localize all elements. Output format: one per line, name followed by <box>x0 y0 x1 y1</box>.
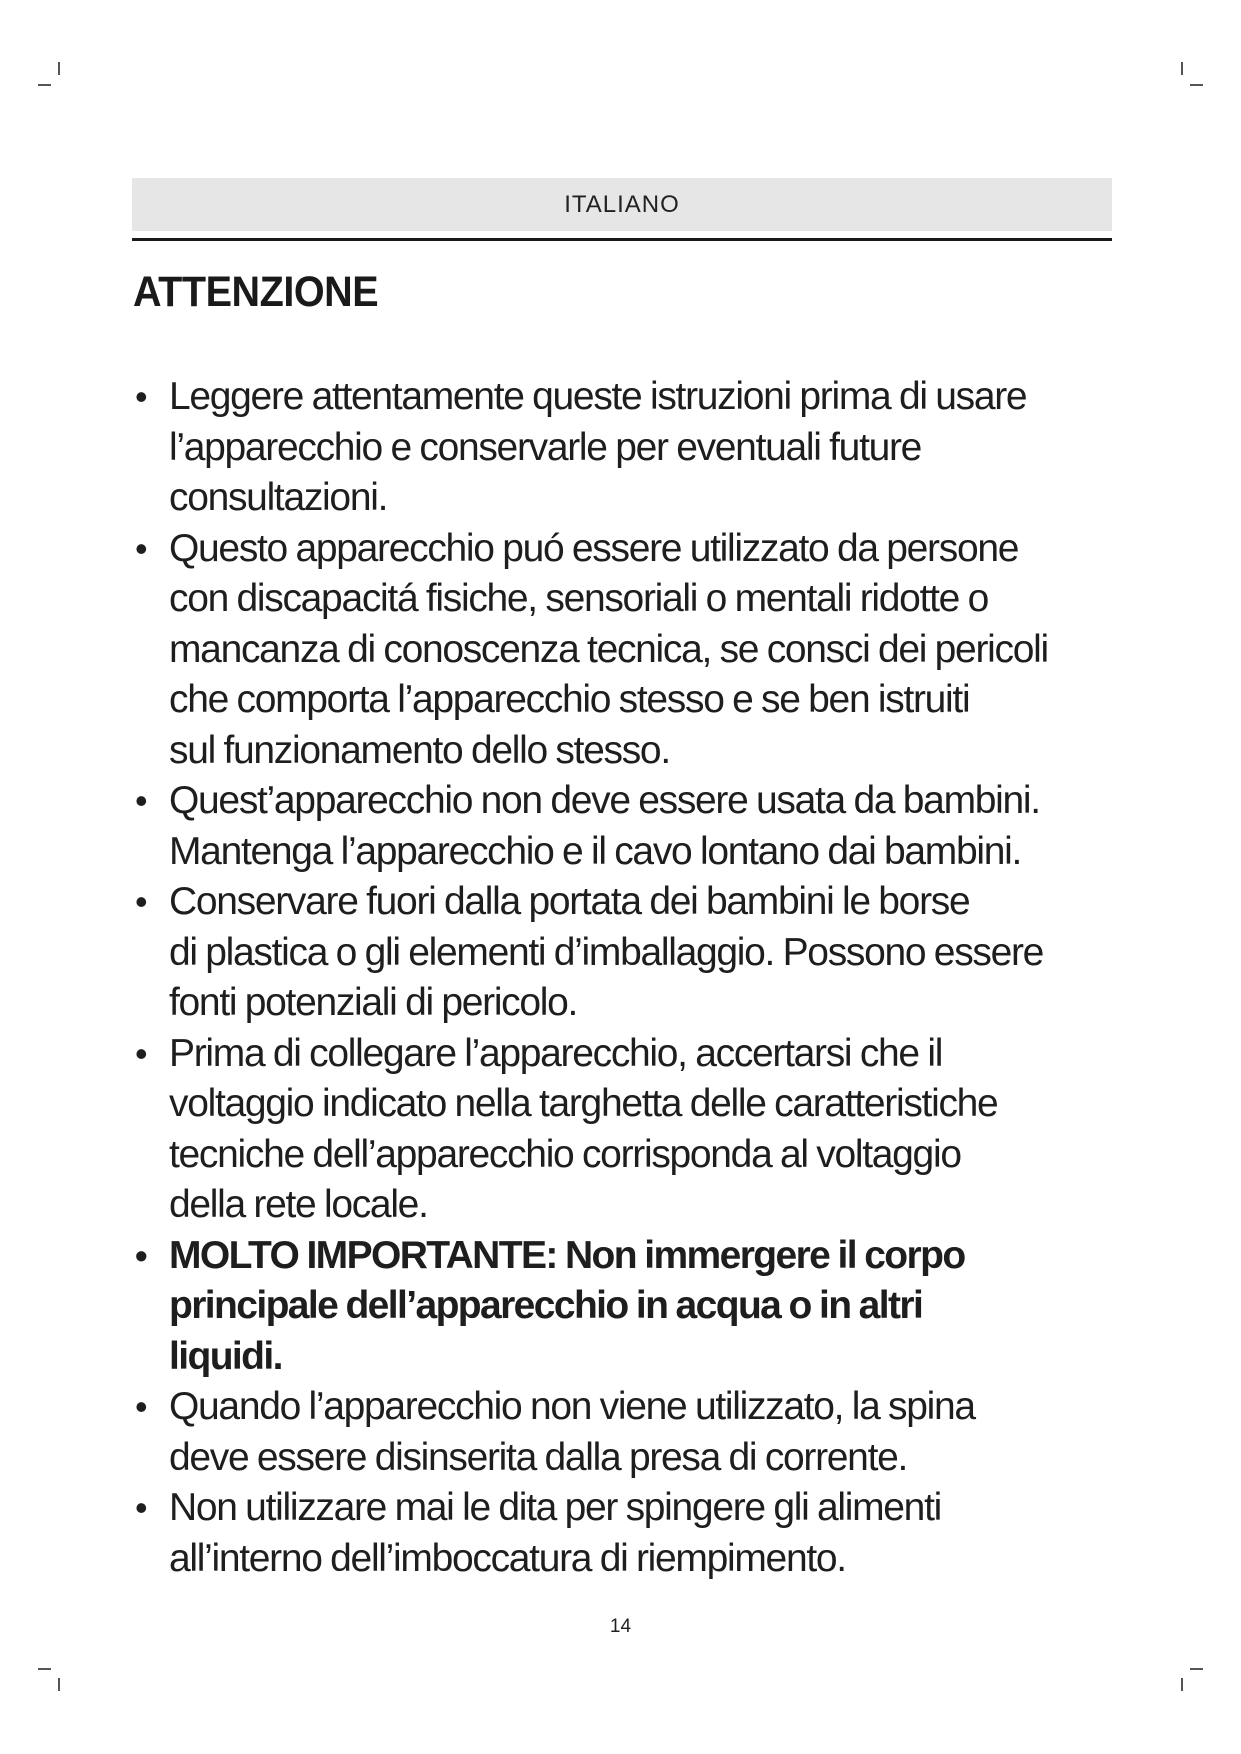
bullet-icon: • <box>135 881 147 922</box>
bullet-icon: • <box>135 1487 147 1528</box>
warning-item: • Leggere attentamente queste istruzioni prima di usare l’apparecchio e conservarle per eventuali future consultazioni. <box>135 372 1120 524</box>
warning-item: • Non utilizzare mai le dita per spingere gli alimenti all’interno dell’imboccatura di riempimento. <box>135 1483 1120 1584</box>
bullet-icon: • <box>135 376 147 417</box>
warning-item-important: • MOLTO IMPORTANTE: Non immergere il corpo principale dell’apparecchio in acqua o in altri liquidi. <box>135 1231 1120 1383</box>
section-title: ATTENZIONE <box>133 268 379 316</box>
page-number: 14 <box>609 1616 632 1637</box>
bullet-icon: • <box>135 1234 147 1276</box>
crop-mark-top-left-v <box>58 62 60 75</box>
warning-item: • Quando l’apparecchio non viene utilizzato, la spina deve essere disinserita dalla presa di corrente. <box>135 1382 1120 1483</box>
bullet-icon: • <box>135 1386 147 1427</box>
crop-mark-bottom-right-h <box>1190 1668 1203 1670</box>
bullet-icon: • <box>135 780 147 821</box>
crop-mark-top-left-h <box>38 84 51 86</box>
warning-item: • Questo apparecchio puó essere utilizzato da persone con discapacitá fisiche, sensoriali o mentali ridotte o mancanza di conoscenza tecnica, se consci dei pericoli che comporta l’apparecchio stesso e se ben istruiti sul funzionamento dello stesso. <box>135 524 1120 777</box>
header-divider <box>132 238 1112 241</box>
warning-item: • Prima di collegare l’apparecchio, accertarsi che il voltaggio indicato nella targhetta delle caratteristiche tecniche dell’apparecchio corrisponda al voltaggio della rete locale. <box>135 1029 1120 1231</box>
crop-mark-bottom-left-v <box>58 1678 60 1691</box>
warning-item: • Conservare fuori dalla portata dei bambini le borse di plastica o gli elementi d’imballaggio. Possono essere fonti potenziali di pericolo. <box>135 877 1120 1029</box>
warnings-list <box>135 372 1120 1584</box>
bullet-icon: • <box>135 1032 147 1074</box>
crop-mark-bottom-right-v <box>1181 1678 1183 1691</box>
crop-mark-top-right-h <box>1190 84 1203 86</box>
bullet-icon: • <box>135 527 147 569</box>
warning-item: • Quest’apparecchio non deve essere usata da bambini. Mantenga l’apparecchio e il cavo lontano dai bambini. <box>135 776 1120 877</box>
crop-mark-top-right-v <box>1181 62 1183 75</box>
crop-mark-bottom-left-h <box>38 1668 51 1670</box>
language-header: ITALIANO <box>132 178 1112 231</box>
